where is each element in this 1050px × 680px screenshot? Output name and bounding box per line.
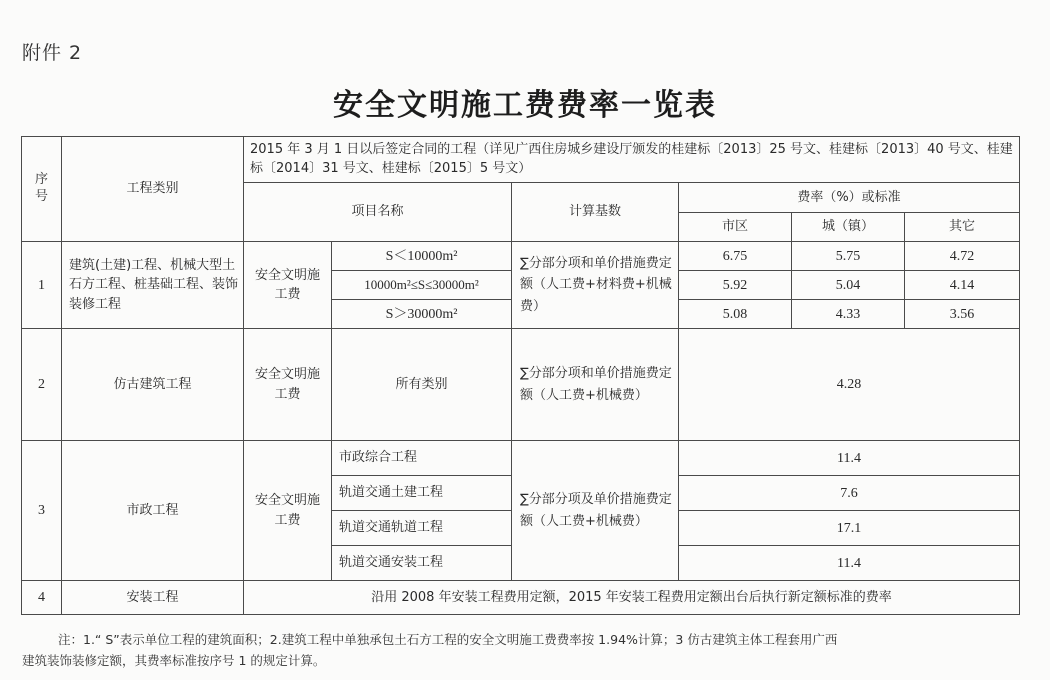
header-basis: 计算基数 xyxy=(512,183,679,242)
row1-category: 建筑(土建)工程、机械大型土石方工程、桩基础工程、装饰装修工程 xyxy=(62,242,244,329)
footnote xyxy=(22,629,1022,671)
row2-seq: 2 xyxy=(22,329,62,441)
header-rate: 费率（%）或标准 xyxy=(679,183,1020,213)
row1-sub2-city: 5.92 xyxy=(679,271,792,300)
row3-sub3-name: 轨道交通轨道工程 xyxy=(332,511,512,546)
document-title: 安全文明施工费费率一览表 xyxy=(333,88,717,123)
row3-sub3-rate: 17.1 xyxy=(679,511,1020,546)
row1-sub3-other: 3.56 xyxy=(905,300,1020,329)
row4-seq: 4 xyxy=(22,581,62,615)
row1-sub3-city: 5.08 xyxy=(679,300,792,329)
row2-sub-name: 所有类别 xyxy=(332,329,512,441)
header-seq: 序号 xyxy=(22,137,62,242)
row1-item: 安全文明施工费 xyxy=(244,242,332,329)
row3-basis: ∑分部分项及单价措施费定额（人工费+机械费） xyxy=(512,441,679,581)
footnote-line2: 建筑装饰装修定额，其费率标准按序号 1 的规定计算。 xyxy=(22,653,326,668)
row1-sub1-name: S＜10000m² xyxy=(332,242,512,271)
row3-seq: 3 xyxy=(22,441,62,581)
row2-rate: 4.28 xyxy=(679,329,1020,441)
row3-category: 市政工程 xyxy=(62,441,244,581)
row2-basis: ∑分部分项和单价措施费定额（人工费+机械费） xyxy=(512,329,679,441)
header-col-other: 其它 xyxy=(905,213,1020,242)
row2-item: 安全文明施工费 xyxy=(244,329,332,441)
attachment-label: 附件 2 xyxy=(22,42,83,64)
footnote-line1: 注：1.“ S”表示单位工程的建筑面积；2.建筑工程中单独承包土石方工程的安全文明施工费费率按 1.94%计算；3 仿古建筑主体工程套用广西 xyxy=(58,632,838,647)
row1-sub3-town: 4.33 xyxy=(792,300,905,329)
row1-sub2-other: 4.14 xyxy=(905,271,1020,300)
row3-sub2-name: 轨道交通土建工程 xyxy=(332,476,512,511)
row3-sub4-name: 轨道交通安装工程 xyxy=(332,546,512,581)
row4-category: 安装工程 xyxy=(62,581,244,615)
row3-sub2-rate: 7.6 xyxy=(679,476,1020,511)
row1-basis: ∑分部分项和单价措施费定额（人工费+材料费+机械费） xyxy=(512,242,679,329)
header-col-city: 市区 xyxy=(679,213,792,242)
row3-sub1-rate: 11.4 xyxy=(679,441,1020,476)
row1-sub2-name: 10000m²≤S≤30000m² xyxy=(332,271,512,300)
row3-item: 安全文明施工费 xyxy=(244,441,332,581)
row1-seq: 1 xyxy=(22,242,62,329)
rate-table xyxy=(21,136,1020,615)
row4-text: 沿用 2008 年安装工程费用定额，2015 年安装工程费用定额出台后执行新定额标准的费率 xyxy=(244,581,1020,615)
row3-sub4-rate: 11.4 xyxy=(679,546,1020,581)
row1-sub2-town: 5.04 xyxy=(792,271,905,300)
row1-sub1-other: 4.72 xyxy=(905,242,1020,271)
row1-sub1-city: 6.75 xyxy=(679,242,792,271)
header-item-name: 项目名称 xyxy=(244,183,512,242)
header-category: 工程类别 xyxy=(62,137,244,242)
row1-sub3-name: S＞30000m² xyxy=(332,300,512,329)
row3-sub1-name: 市政综合工程 xyxy=(332,441,512,476)
row2-category: 仿古建筑工程 xyxy=(62,329,244,441)
header-intro: 2015 年 3 月 1 日以后签定合同的工程（详见广西住房城乡建设厅颁发的桂建标〔2013〕25 号文、桂建标〔2013〕40 号文、桂建标〔2014〕31 号文、桂建标〔2015〕5 号文） xyxy=(244,137,1020,183)
row1-sub1-town: 5.75 xyxy=(792,242,905,271)
header-col-town: 城（镇） xyxy=(792,213,905,242)
